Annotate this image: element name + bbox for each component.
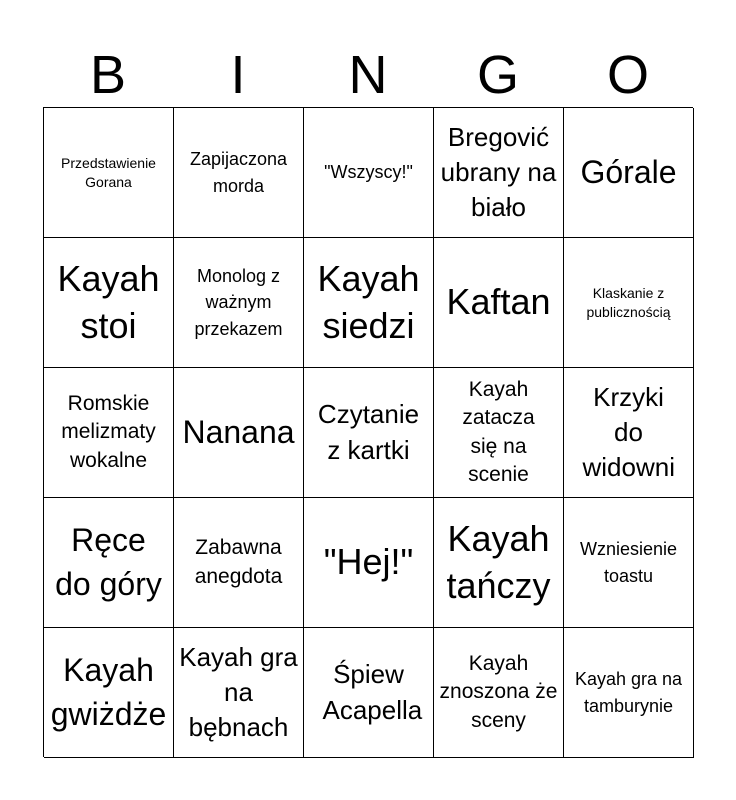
bingo-cell-r3c2[interactable]: Nanana <box>174 368 304 498</box>
bingo-header <box>43 42 693 108</box>
bingo-cell-r1c1[interactable]: Przedstawienie Gorana <box>44 108 174 238</box>
bingo-cell-r1c2[interactable]: Zapijaczona morda <box>174 108 304 238</box>
bingo-cell-r3c3[interactable]: Czytanie z kartki <box>304 368 434 498</box>
bingo-cell-r5c3-text: Śpiew Acapella <box>322 659 423 725</box>
bingo-cell-r1c5[interactable]: Górale <box>564 108 694 238</box>
bingo-board <box>43 107 693 757</box>
bingo-cell-r3c5[interactable] <box>564 368 694 498</box>
bingo-cell-r1c3[interactable]: "Wszyscy!" <box>304 108 434 238</box>
bingo-cell-r4c3[interactable]: "Hej!" <box>304 498 434 628</box>
bingo-cell-r3c1[interactable]: Romskie melizmaty wokalne <box>44 368 174 498</box>
header-letter-g: G <box>476 45 519 105</box>
bingo-cell-r3c5-text: Krzyki do widowni <box>582 381 675 483</box>
bingo-cell-r2c4[interactable]: Kaftan <box>434 238 564 368</box>
bingo-cell-r5c1[interactable]: Kayah gwiżdże <box>44 628 174 758</box>
bingo-cell-r2c3[interactable]: Kayah siedzi <box>304 238 434 368</box>
bingo-cell-r3c4-text: Kayah zatacza się na scenie <box>462 377 535 486</box>
bingo-cell-r2c1[interactable]: Kayah stoi <box>44 238 174 368</box>
header-letter-b: B <box>89 45 127 105</box>
header-letter-n: N <box>348 45 388 105</box>
header-letter-i: I <box>230 45 246 105</box>
bingo-cell-r5c3[interactable] <box>304 628 434 758</box>
bingo-cell-r5c2[interactable]: Kayah gra na bębnach <box>174 628 304 758</box>
bingo-cell-r5c5[interactable]: Kayah gra na tamburynie <box>564 628 694 758</box>
bingo-cell-r4c4[interactable]: Kayah tańczy <box>434 498 564 628</box>
bingo-cell-r5c4[interactable]: Kayah znoszona że sceny <box>434 628 564 758</box>
bingo-cell-r4c1[interactable]: Ręce do góry <box>44 498 174 628</box>
bingo-cell-r3c4[interactable] <box>434 368 564 498</box>
bingo-cell-r4c5[interactable]: Wzniesienie toastu <box>564 498 694 628</box>
header-letter-o: O <box>606 45 649 105</box>
bingo-cell-r4c2[interactable]: Zabawna anegdota <box>174 498 304 628</box>
bingo-cell-r1c4[interactable]: Bregović ubrany na biało <box>434 108 564 238</box>
bingo-cell-r2c2[interactable]: Monolog z ważnym przekazem <box>174 238 304 368</box>
bingo-cell-r2c5[interactable]: Klaskanie z publicznością <box>564 238 694 368</box>
